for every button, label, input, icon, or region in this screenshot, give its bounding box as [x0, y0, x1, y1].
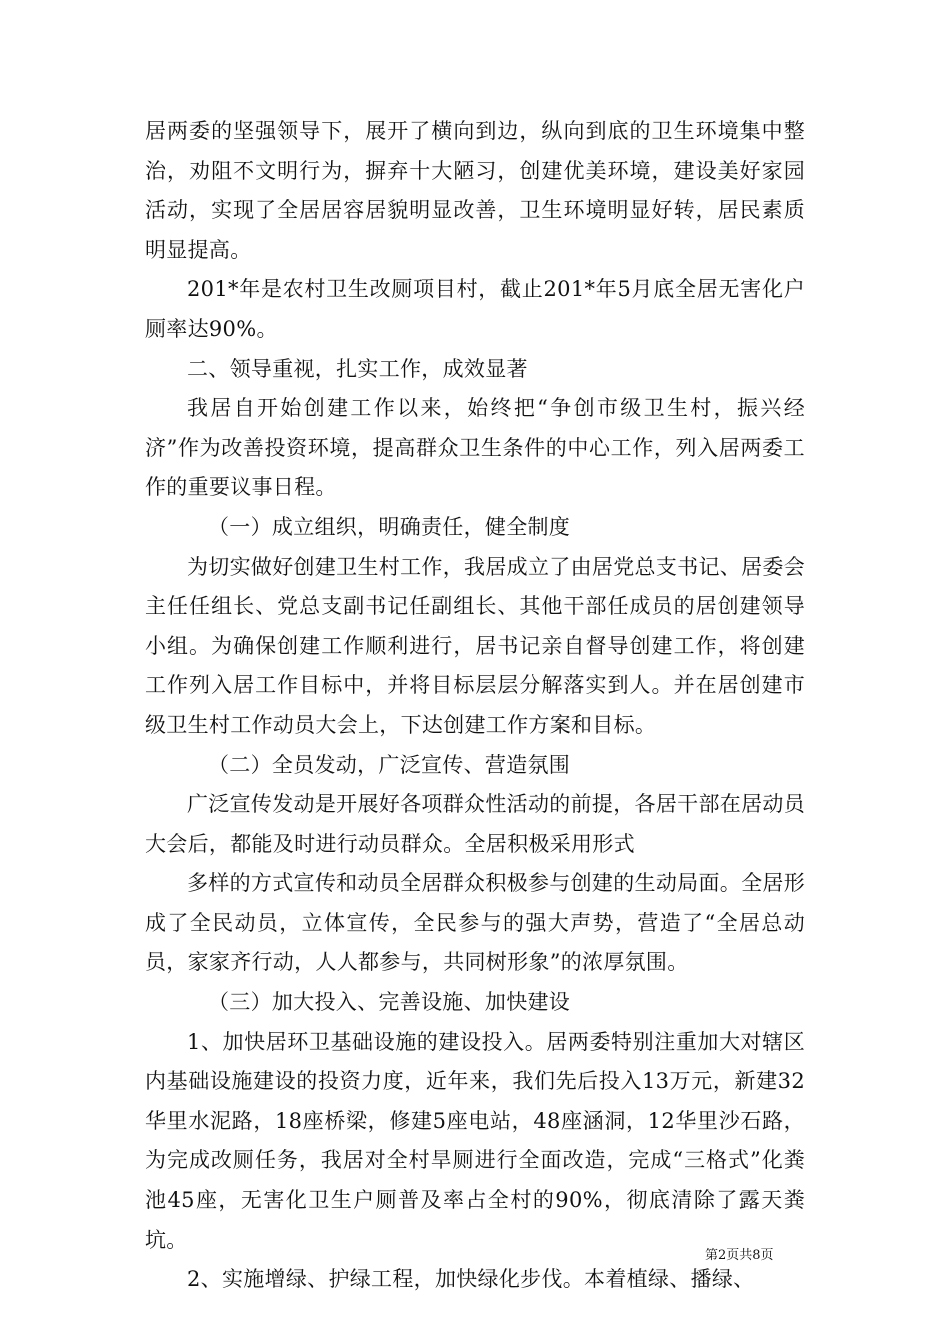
- page-number: 第2页共8页: [705, 1248, 774, 1263]
- paragraph-continued: 居两委的坚强领导下，展开了横向到边，纵向到底的卫生环境集中整治，劝阻不文明行为，摒弃十大陋习，创建优美环境，建设美好家园活动，实现了全居居容居貌明显改善，卫生环境明显好转，居民素质明显提高。: [145, 119, 805, 262]
- paragraph-leadership: 我居自开始创建工作以来，始终把“争创市级卫生村，振兴经济”作为改善投资环境，提高群众卫生条件的中心工作，列入居两委工作的重要议事日程。: [145, 396, 805, 500]
- section-heading-2: 二、领导重视，扎实工作，成效显著: [187, 356, 528, 381]
- subsection-heading-1: （一）成立组织，明确责任，健全制度: [208, 514, 571, 539]
- subsection-heading-2: （二）全员发动，广泛宣传、营造氛围: [208, 752, 571, 777]
- body-text: [145, 112, 805, 1300]
- paragraph-toilet-rate: 201*年是农村卫生改厕项目村，截止201*年5月底全居无害化户厕率达90%。: [145, 277, 805, 341]
- paragraph-infrastructure: 1、加快居环卫基础设施的建设投入。居两委特别注重加大对辖区内基础设施建设的投资力度，近年来，我们先后投入13万元，新建32华里水泥路，18座桥梁，修建5座电站，48座涵洞，12华里沙石路，为完成改厕任务，我居对全村旱厕进行全面改造，完成“三格式”化粪池45座，无害化卫生户厕普及率占全村的90%，彻底清除了露天粪坑。: [145, 1029, 805, 1252]
- paragraph-mobilization: 多样的方式宣传和动员全居群众积极参与创建的生动局面。全居形成了全民动员，立体宣传，全民参与的强大声势，营造了“全居总动员，家家齐行动，人人都参与，共同树形象”的浓厚氛围。: [145, 871, 805, 975]
- paragraph-publicity: 广泛宣传发动是开展好各项群众性活动的前提，各居干部在居动员大会后，都能及时进行动员群众。全居积极采用形式: [145, 792, 805, 856]
- paragraph-greening: 2、实施增绿、护绿工程，加快绿化步伐。本着植绿、播绿、: [187, 1267, 755, 1292]
- subsection-heading-3: （三）加大投入、完善设施、加快建设: [208, 990, 571, 1015]
- paragraph-organization: 为切实做好创建卫生村工作，我居成立了由居党总支书记、居委会主任任组长、党总支副书记任副组长、其他干部任成员的居创建领导小组。为确保创建工作顺利进行，居书记亲自督导创建工作，将创建工作列入居工作目标中，并将目标层层分解落实到人。并在居创建市级卫生村工作动员大会上，下达创建工作方案和目标。: [145, 554, 805, 737]
